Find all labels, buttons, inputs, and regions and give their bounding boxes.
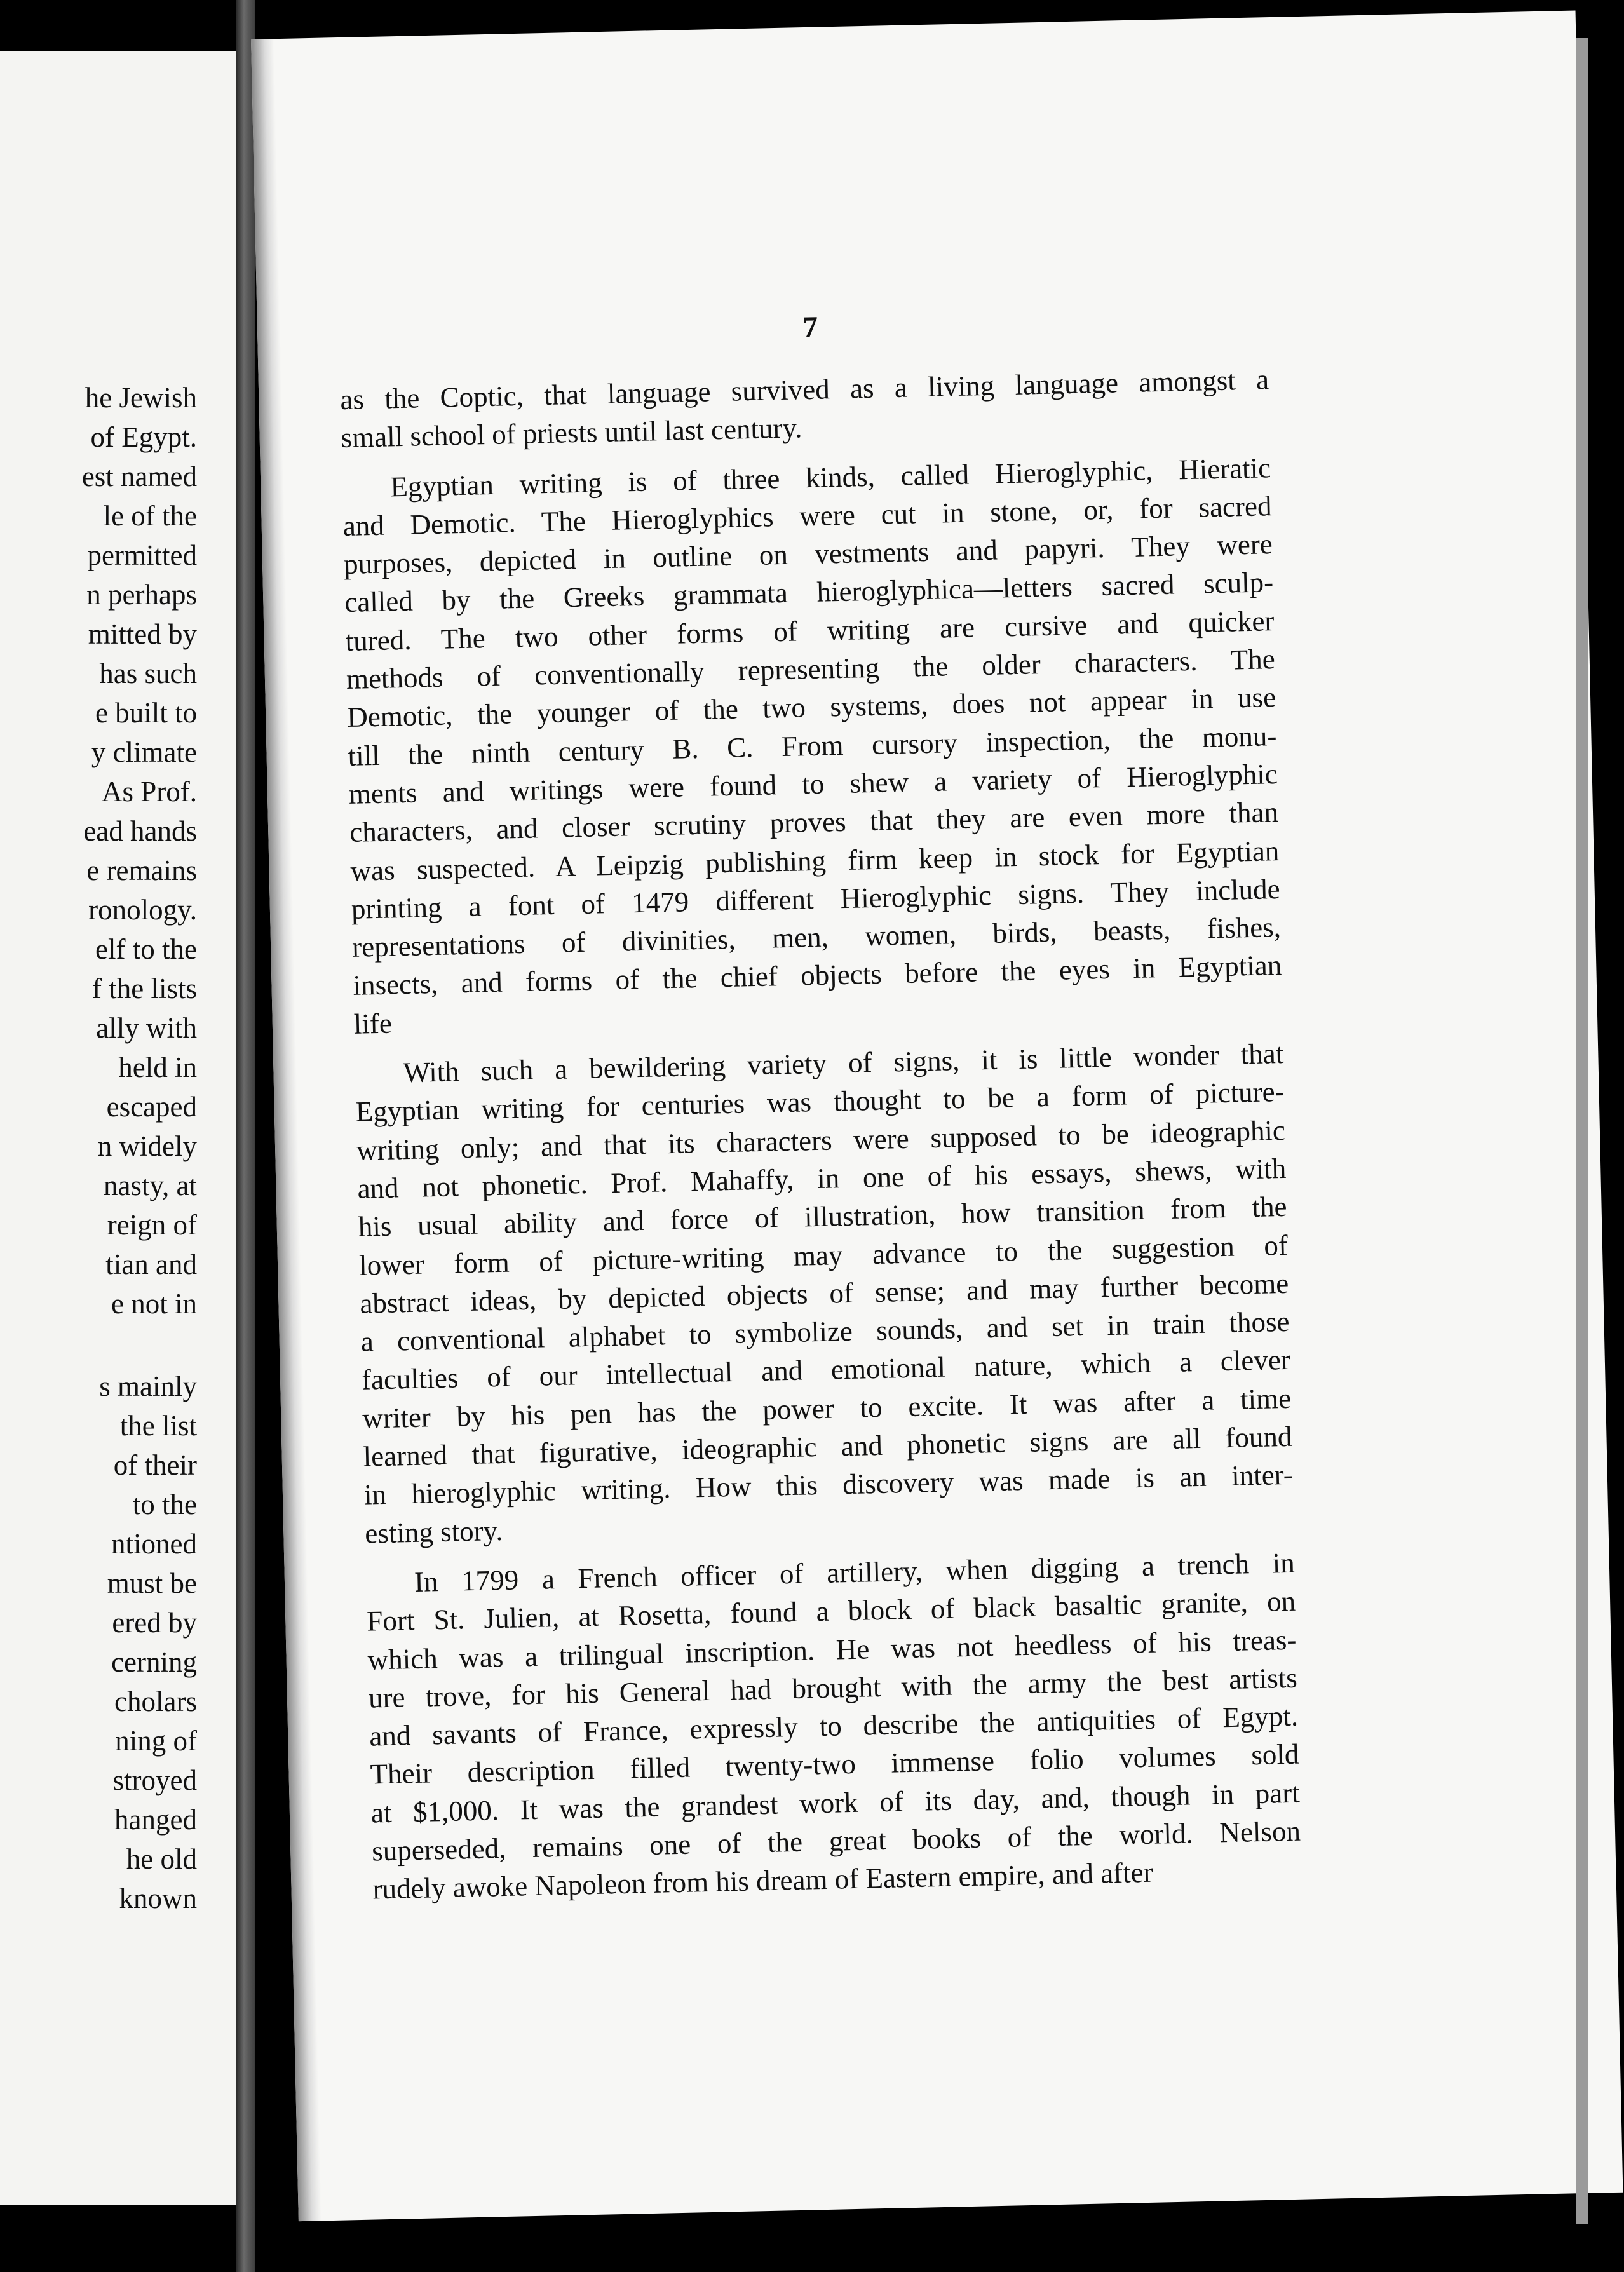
left-page-line: he old [126,1843,197,1875]
text-line: Demotic, the younger of the two systems, does not appear in use [346,681,1276,734]
text-line: purposes, depicted in outline on vestments and papyri. They were [343,528,1273,581]
left-page-line: has such [99,658,197,689]
left-page-line: known [119,1883,197,1914]
text-line: which was a trilingual inscription. He was not heedless of his treas- [367,1623,1297,1676]
left-page-line: hanged [114,1804,197,1836]
text-line: characters, and closer scrutiny proves that they are even more than [349,796,1279,849]
text-line: methods of conventionally representing the older characters. The [346,643,1276,696]
left-page-line: ead hands [83,815,197,847]
left-page-line: e not in [111,1288,197,1320]
text-line: writing only; and that its characters were supposed to be ideographic [356,1114,1286,1166]
text-line: ure trove, for his General had brought with the army the best artists [368,1661,1298,1714]
text-line: in hieroglyphic writing. How this discovery was made is an inter- [363,1459,1294,1511]
left-page-line: ntioned [111,1528,197,1560]
text-line: Fort St. Julien, at Rosetta, found a block of black basaltic granite, on [366,1585,1296,1637]
left-page-line: of their [113,1449,197,1481]
book-gutter [236,0,255,2272]
left-page-line: As Prof. [101,776,197,808]
left-page [0,51,236,2205]
left-page-line: tian and [105,1248,197,1280]
text-line: as the Coptic, that language survived as a living language amongst a [339,363,1269,416]
text-line: esting story. [364,1514,503,1550]
left-page-line: cerning [111,1646,197,1678]
text-line: Their description filled twenty-two immense folio volumes sold [370,1738,1299,1790]
page-edge [1576,38,1588,2224]
left-page-line: n perhaps [86,579,197,611]
text-line: his usual ability and force of illustration, how transition from the [358,1191,1288,1243]
text-line: ments and writings were found to shew a variety of Hieroglyphic [348,758,1278,810]
right-page [251,11,1623,2222]
text-line: abstract ideas, by depicted objects of sense; and may further become [359,1267,1289,1320]
text-line: With such a bewildering variety of signs, it is little wonder that [402,1037,1284,1089]
text-line: life [353,1007,393,1040]
left-page-line: he Jewish [85,382,197,414]
text-line: writer by his pen has the power to excite. It was after a time [362,1382,1292,1435]
left-page-line: e built to [95,697,197,729]
text-line: called by the Greeks grammata hieroglyphica—letters sacred sculp- [344,566,1274,619]
left-page-line: stroyed [112,1764,197,1796]
left-page-line: f the lists [92,973,197,1004]
left-page-line: cholars [114,1686,197,1717]
left-page-line: the list [119,1410,197,1442]
left-page-line: escaped [106,1091,197,1123]
left-page-line: ning of [115,1725,197,1757]
text-line: at $1,000. It was the grandest work of its day, and, though in part [370,1776,1301,1829]
left-page-line: est named [81,461,197,492]
left-page-line: to the [132,1489,197,1520]
text-line: representations of divinities, men, women, birds, beasts, fishes, [351,911,1282,964]
left-page-line: reign of [107,1209,197,1241]
left-page-line: n widely [97,1130,197,1162]
text-line: till the ninth century B. C. From cursory inspection, the monu- [348,719,1277,772]
left-page-line: permitted [87,539,197,571]
left-page-line: s mainly [99,1370,197,1402]
text-line: and Demotic. The Hieroglyphics were cut in stone, or, for sacred [342,490,1272,542]
text-line: Egyptian writing is of three kinds, called Hieroglyphic, Hieratic [389,451,1271,503]
left-page-line: nasty, at [103,1170,197,1201]
left-page-line: held in [118,1051,197,1083]
text-line: faculties of our intellectual and emotional nature, which a clever [361,1344,1291,1396]
left-page-line: ered by [112,1607,197,1639]
left-page-line: must be [107,1567,197,1599]
text-line: superseded, remains one of the great books of the world. Nelson [371,1815,1301,1867]
text-line: and not phonetic. Prof. Mahaffy, in one of his essays, shews, with [356,1152,1287,1205]
text-line: Egyptian writing for centuries was thought to be a form of picture- [355,1076,1285,1128]
left-page-line: y climate [91,736,197,768]
text-line: In 1799 a French officer of artillery, when digging a trench in [414,1546,1296,1598]
text-line: a conventional alphabet to symbolize sounds, and set in train those [360,1305,1290,1358]
left-page-line: ronology. [88,894,197,926]
left-page-line: le of the [103,500,197,532]
body-text [340,360,1302,1909]
text-line: learned that figurative, ideographic and phonetic signs are all found [363,1420,1292,1473]
page-number: 7 [802,310,818,345]
text-line: insects, and forms of the chief objects before the eyes in Egyptian [352,949,1282,1002]
left-page-line: ally with [96,1012,197,1044]
left-page-line: mitted by [88,618,197,650]
text-line: printing a font of 1479 different Hieroglyphic signs. They include [351,872,1281,925]
text-line: and savants of France, expressly to describe the antiquities of Egypt. [369,1700,1299,1752]
text-line: tured. The two other forms of writing are cursive and quicker [345,604,1275,657]
text-line: small school of priests until last century. [341,412,802,454]
left-page-line: elf to the [95,933,197,965]
text-line: rudely awoke Napoleon from his dream of Eastern empire, and after [372,1856,1154,1905]
spine-shadow [251,39,321,2221]
left-page-line: of Egypt. [90,421,197,453]
text-line: was suspected. A Leipzig publishing firm keep in stock for Egyptian [350,834,1280,887]
text-line: lower form of picture-writing may advance to the suggestion of [358,1229,1289,1281]
left-page-line: e remains [86,855,197,886]
